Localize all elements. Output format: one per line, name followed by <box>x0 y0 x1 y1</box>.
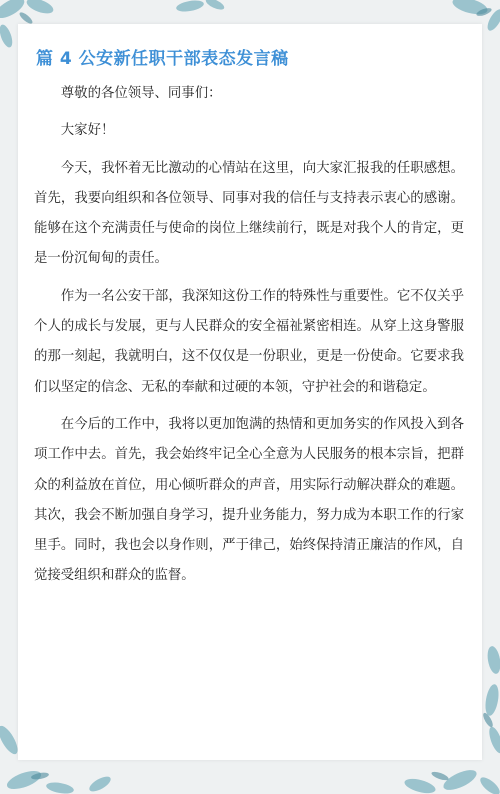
greeting: 大家好！ <box>60 123 115 139</box>
document-title: 篇 4 公安新任职干部表态发言稿 <box>36 49 289 69</box>
paragraph: 在今后的工作中，我将以更加饱满的热情和更加务实的作风投入到各项工作中去。首先，我会始终牢记全心全意为人民服务的根本宗旨，把群众的利益放在首位，用心倾听群众的声音，用实际行动解决群众的难题。其次，我会不断加强自身学习，提升业务能力，努力成为本职工作的行家里手。同时，我也会以身作则，严于律己，始终保持清正廉洁的作风，自觉接受组织和群众的监督。 <box>34 416 464 584</box>
paragraph: 作为一名公安干部，我深知这份工作的特殊性与重要性。它不仅关乎个人的成长与发展，更与人民群众的安全福祉紧密相连。从穿上这身警服的那一刻起，我就明白，这不仅仅是一份职业，更是一份使命。它要求我们以坚定的信念、无私的奉献和过硬的本领，守护社会的和谐稳定。 <box>34 288 464 395</box>
document-body <box>34 79 464 599</box>
salutation: 尊敬的各位领导、同事们： <box>60 86 222 101</box>
paragraph: 今天，我怀着无比激动的心情站在这里，向大家汇报我的任职感想。首先，我要向组织和各位领导、同事对我的信任与支持表示衷心的感谢。能够在这个充满责任与使命的岗位上继续前行，既是对我个人的肯定，更是一份沉甸甸的责任。 <box>34 160 464 267</box>
document-page <box>18 24 482 760</box>
